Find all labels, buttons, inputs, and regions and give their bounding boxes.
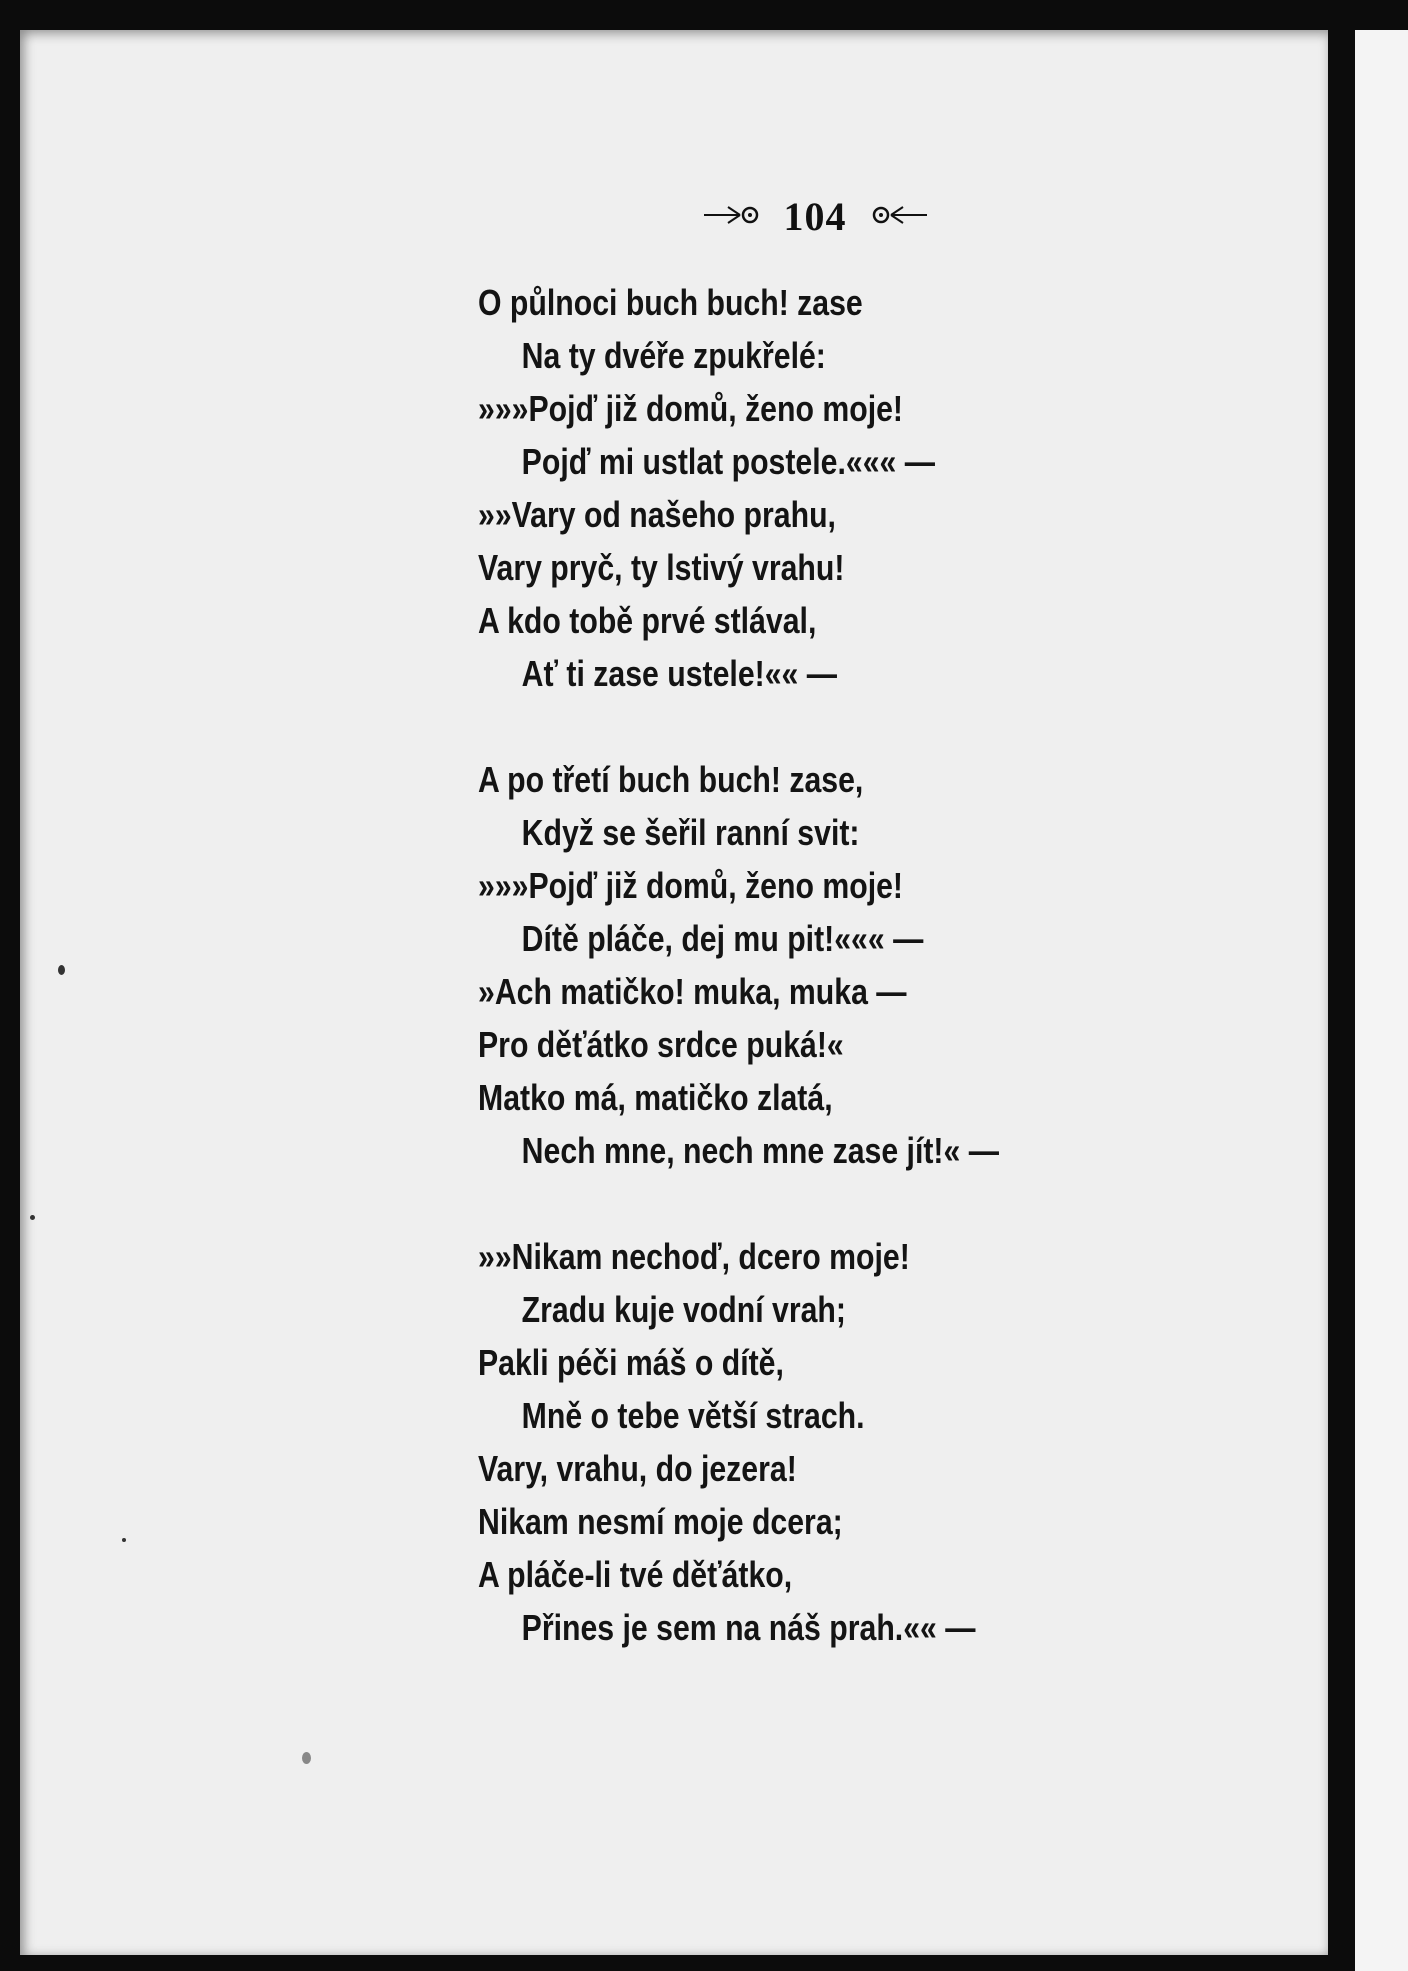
stanza [478, 753, 1133, 1177]
poem-line: Nikam nesmí moje dcera; [478, 1501, 843, 1542]
poem-line: Pojď mi ustlat postele.««« — [521, 441, 935, 482]
poem-line: Mně o tebe větší strach. [521, 1395, 865, 1436]
poem-line: »»»Pojď již domů, ženo moje! [478, 865, 904, 906]
poem-line: »»»Pojď již domů, ženo moje! [478, 388, 904, 429]
poem-line: »Ach matičko! muka, muka — [478, 971, 907, 1012]
poem-line: A pláče-li tvé děťátko, [478, 1554, 793, 1595]
print-speck [30, 1215, 35, 1220]
facing-page-edge [1355, 30, 1408, 1971]
poem-line: O půlnoci buch buch! zase [478, 282, 863, 323]
left-ornament-icon [702, 202, 766, 231]
poem-line: Pro děťátko srdce puká!« [478, 1024, 844, 1065]
print-speck [122, 1538, 126, 1542]
right-ornament-icon [865, 202, 929, 231]
page-header [670, 188, 960, 244]
print-speck [58, 965, 65, 975]
poem-line: Když se šeřil ranní svit: [521, 812, 860, 853]
poem-line: Matko má, matičko zlatá, [478, 1077, 833, 1118]
poem-line: »»Vary od našeho prahu, [478, 494, 836, 535]
poem-line: Pakli péči máš o dítě, [478, 1342, 784, 1383]
stanza-gap [478, 700, 1133, 753]
poem-line: A kdo tobě prvé stlával, [478, 600, 817, 641]
poem-line: A po třetí buch buch! zase, [478, 759, 864, 800]
poem-line: Vary, vrahu, do jezera! [478, 1448, 797, 1489]
stanza-gap [478, 1177, 1133, 1230]
poem-line: Ať ti zase ustele!«« — [521, 653, 838, 694]
poem-line: Dítě pláče, dej mu pit!««« — [521, 918, 924, 959]
page-number: 104 [783, 193, 847, 239]
stanza [478, 276, 1133, 700]
print-speck [302, 1752, 311, 1764]
stanza [478, 1230, 1133, 1654]
poem-line: »»Nikam nechoď, dcero moje! [478, 1236, 910, 1277]
poem-line: Na ty dvéře zpukřelé: [521, 335, 826, 376]
poem-text [478, 276, 1133, 1654]
poem-line: Přines je sem na náš prah.«« — [521, 1607, 976, 1648]
poem-line: Zradu kuje vodní vrah; [521, 1289, 846, 1330]
poem-line: Nech mne, nech mne zase jít!« — [521, 1130, 999, 1171]
poem-line: Vary pryč, ty lstivý vrahu! [478, 547, 845, 588]
